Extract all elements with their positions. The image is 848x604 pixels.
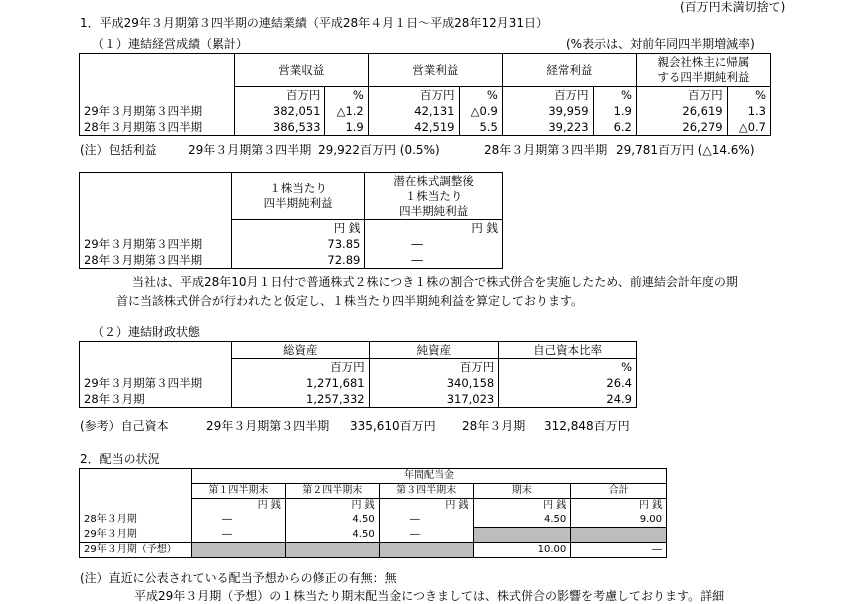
header-eps-line1: １株当たり (269, 181, 327, 195)
section1-heading: 1．平成29年３月期第３四半期の連結業績（平成28年４月１日～平成28年12月31日） (80, 16, 548, 30)
financial-position-table (79, 341, 637, 408)
header-net-assets: 純資産 (369, 342, 499, 359)
header-total-assets: 総資産 (231, 342, 369, 359)
value-cell: ― (379, 513, 473, 528)
comprehensive-income-prior-value: 29,781百万円 (△14.6%) (616, 143, 755, 157)
value-cell: ― (571, 543, 667, 558)
unit-cell: 百万円 (234, 87, 325, 104)
value-cell: 10.00 (473, 543, 571, 558)
equity-ref-current-value: 335,610百万円 (350, 419, 436, 433)
header-eps (231, 173, 365, 220)
header-annual-dividends: 年間配当金 (191, 469, 666, 484)
header-diluted-eps (365, 173, 503, 220)
header-diluted-eps-line3: 四半期純利益 (399, 203, 469, 218)
value-cell: 386,533 (234, 119, 325, 136)
header-operating-revenue: 営業収益 (234, 54, 368, 87)
row-label: 28年３月期第３四半期 (80, 252, 232, 269)
unit-cell: 円 銭 (231, 220, 365, 237)
dividends-table (79, 468, 667, 558)
header-eps-line2: 四半期純利益 (263, 196, 333, 210)
unit-cell: % (325, 87, 368, 104)
eps-header-blank (80, 173, 232, 220)
table-row (80, 528, 667, 543)
eps-note-line1: 当社は、平成28年10月１日付で普通株式２株につき１株の割合で株式併合を実施したため、前連結会計年度の期 (132, 275, 738, 289)
comprehensive-income-current-period: 29年３月期第３四半期 (188, 143, 312, 157)
value-cell: 73.85 (231, 236, 365, 252)
results-unit-blank (80, 87, 235, 104)
dividends-unit-blank (80, 499, 192, 514)
value-cell: 26.4 (499, 375, 637, 391)
unit-cell: % (459, 87, 502, 104)
unit-cell: 円 銭 (473, 499, 571, 514)
unit-cell: 円 銭 (571, 499, 667, 514)
header-total: 合計 (571, 484, 667, 499)
header-q2-end: 第２四半期末 (285, 484, 379, 499)
value-cell: 9.00 (571, 513, 667, 528)
header-net-income-line2: する四半期純利益 (657, 70, 750, 84)
value-cell: 26,279 (636, 119, 727, 136)
change-rate-note: (%表示は、対前年同四半期増減率) (566, 37, 755, 51)
row-label: 29年３月期第３四半期 (80, 103, 235, 119)
header-ordinary-income: 経常利益 (502, 54, 636, 87)
comprehensive-income-prior-period: 28年３月期第３四半期 (484, 143, 608, 157)
section1-1-heading: （１）連結経営成績（累計） (92, 37, 249, 51)
value-cell: △1.2 (325, 103, 368, 119)
dividend-note1: (注）直近に公表されている配当予想からの修正の有無：無 (80, 571, 397, 585)
unit-cell: 円 銭 (379, 499, 473, 514)
row-label: 29年３月期 (80, 528, 192, 543)
value-cell: 39,223 (502, 119, 593, 136)
value-cell: 26,619 (636, 103, 727, 119)
value-cell: 1,257,332 (231, 391, 369, 408)
value-cell: ― (191, 528, 285, 543)
dividends-header-blank (80, 469, 192, 484)
equity-ref-prior-period: 28年３月期 (462, 419, 526, 433)
value-cell: 4.50 (285, 528, 379, 543)
shaded-cell (571, 528, 667, 543)
value-cell: 1.9 (593, 103, 636, 119)
unit-cell: % (593, 87, 636, 104)
section2-heading: 2．配当の状況 (80, 452, 160, 466)
value-cell: 42,519 (368, 119, 459, 136)
equity-ref-label: (参考）自己資本 (80, 419, 169, 433)
table-row (80, 543, 667, 558)
shaded-cell (191, 543, 285, 558)
value-cell: 4.50 (285, 513, 379, 528)
header-net-income (636, 54, 770, 87)
value-cell: 317,023 (369, 391, 499, 408)
value-cell: ― (365, 252, 503, 269)
table-row (80, 375, 637, 391)
value-cell: 1,271,681 (231, 375, 369, 391)
shaded-cell (473, 528, 571, 543)
table-row (80, 391, 637, 408)
value-cell: 42,131 (368, 103, 459, 119)
equity-ref-current-period: 29年３月期第３四半期 (206, 419, 330, 433)
unit-cell: 百万円 (369, 359, 499, 376)
unit-cell: % (499, 359, 637, 376)
unit-cell: 百万円 (502, 87, 593, 104)
shaded-cell (285, 543, 379, 558)
value-cell: △0.7 (727, 119, 770, 136)
eps-table (79, 172, 503, 269)
value-cell: 6.2 (593, 119, 636, 136)
value-cell: 1.9 (325, 119, 368, 136)
row-label: 29年３月期第３四半期 (80, 236, 232, 252)
table-row (80, 252, 503, 269)
value-cell: 72.89 (231, 252, 365, 269)
header-operating-income: 営業利益 (368, 54, 502, 87)
header-equity-ratio: 自己資本比率 (499, 342, 637, 359)
eps-unit-blank (80, 220, 232, 237)
table-row (80, 236, 503, 252)
financial-unit-blank (80, 359, 232, 376)
header-q3-end: 第３四半期末 (379, 484, 473, 499)
shaded-cell (379, 543, 473, 558)
comprehensive-income-current-value: 29,922百万円 (0.5%) (318, 143, 440, 157)
unit-cell: 百万円 (231, 359, 369, 376)
table-row (80, 103, 771, 119)
unit-note: (百万円未満切捨て) (680, 0, 786, 14)
value-cell: 39,959 (502, 103, 593, 119)
value-cell: ― (191, 513, 285, 528)
row-label: 28年３月期第３四半期 (80, 119, 235, 136)
header-net-income-line1: 親会社株主に帰属 (657, 55, 750, 69)
value-cell: 4.50 (473, 513, 571, 528)
table-row (80, 513, 667, 528)
unit-cell: 百万円 (368, 87, 459, 104)
dividend-note2: 平成29年３月期（予想）の１株当たり期末配当金につきましては、株式併合の影響を考慮しております。詳細 (134, 589, 725, 603)
results-table (79, 53, 771, 136)
financial-header-blank (80, 342, 232, 359)
value-cell: 24.9 (499, 391, 637, 408)
header-q1-end: 第１四半期末 (191, 484, 285, 499)
eps-note-line2: 首に当該株式併合が行われたと仮定し、１株当たり四半期純利益を算定しております。 (116, 294, 584, 308)
table-row (80, 119, 771, 136)
dividends-subheader-blank (80, 484, 192, 499)
section1-2-heading: （２）連結財政状態 (92, 325, 201, 339)
comprehensive-income-label: (注）包括利益 (80, 143, 157, 157)
row-label: 29年３月期（予想） (80, 543, 192, 558)
header-diluted-eps-line2: １株当たり (404, 188, 463, 203)
equity-ref-prior-value: 312,848百万円 (544, 419, 630, 433)
value-cell: 1.3 (727, 103, 770, 119)
unit-cell: % (727, 87, 770, 104)
value-cell: 5.5 (459, 119, 502, 136)
row-label: 28年３月期 (80, 391, 232, 408)
value-cell: △0.9 (459, 103, 502, 119)
value-cell: 340,158 (369, 375, 499, 391)
header-diluted-eps-line1: 潜在株式調整後 (393, 173, 474, 188)
row-label: 28年３月期 (80, 513, 192, 528)
value-cell: ― (379, 528, 473, 543)
value-cell: 382,051 (234, 103, 325, 119)
unit-cell: 円 銭 (365, 220, 503, 237)
results-header-blank (80, 54, 235, 87)
unit-cell: 円 銭 (285, 499, 379, 514)
unit-cell: 円 銭 (191, 499, 285, 514)
header-year-end: 期末 (473, 484, 571, 499)
row-label: 29年３月期第３四半期 (80, 375, 232, 391)
unit-cell: 百万円 (636, 87, 727, 104)
value-cell: ― (365, 236, 503, 252)
